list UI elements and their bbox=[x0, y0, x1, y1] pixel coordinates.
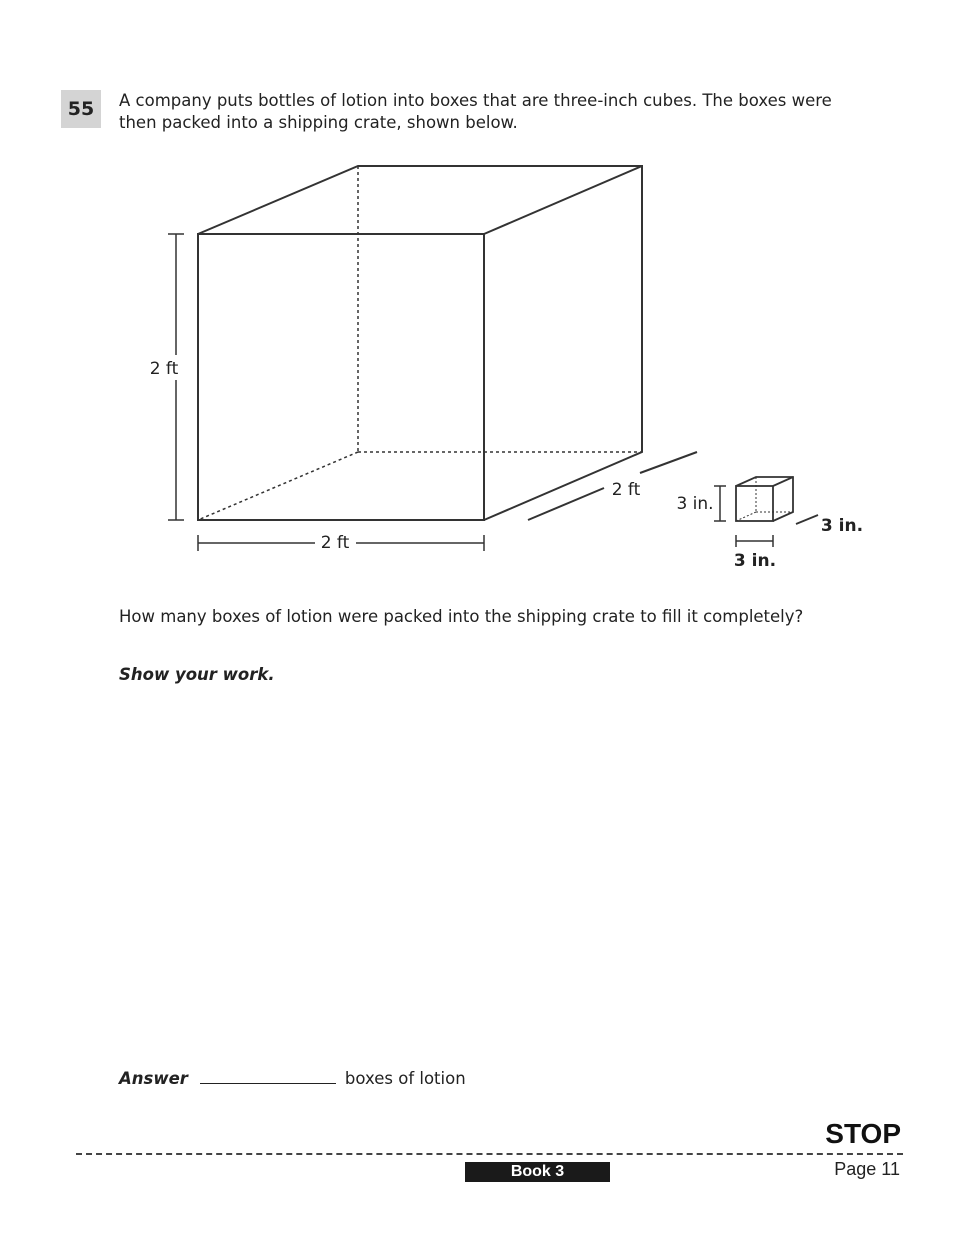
crate-back-edges bbox=[198, 166, 642, 520]
crate-figure bbox=[0, 0, 979, 600]
show-work-instruction: Show your work. bbox=[119, 665, 275, 684]
crate-width-label: 2 ft bbox=[320, 533, 350, 553]
crate-front-face bbox=[198, 234, 484, 520]
answer-unit: boxes of lotion bbox=[344, 1069, 466, 1088]
box-depth-label: 3 in. bbox=[820, 516, 864, 536]
footer-divider bbox=[76, 1153, 903, 1155]
page-number: Page 11 bbox=[834, 1159, 900, 1179]
crate-height-label: 2 ft bbox=[149, 359, 179, 379]
depth-dimension-line bbox=[528, 488, 604, 520]
crate-edge bbox=[484, 166, 642, 234]
box-height-label: 3 in. bbox=[676, 494, 714, 514]
crate-hidden-edge bbox=[198, 452, 358, 520]
small-box-back bbox=[736, 477, 793, 521]
stop-label: STOP bbox=[825, 1118, 901, 1149]
small-box-front bbox=[736, 486, 773, 521]
question-number: 55 bbox=[61, 90, 101, 128]
stem-line-2: then packed into a shipping crate, shown below. bbox=[119, 113, 518, 132]
answer-label: Answer bbox=[119, 1069, 188, 1088]
crate-depth-label: 2 ft bbox=[611, 480, 641, 500]
book-label: Book 3 bbox=[465, 1162, 610, 1182]
question-prompt: How many boxes of lotion were packed into the shipping crate to fill it completely? bbox=[119, 607, 804, 626]
box-width-label: 3 in. bbox=[733, 551, 777, 571]
answer-blank[interactable] bbox=[200, 1067, 336, 1084]
answer-row bbox=[119, 1067, 466, 1088]
stem-line-1: A company puts bottles of lotion into boxes that are three-inch cubes. The boxes were bbox=[119, 91, 832, 110]
